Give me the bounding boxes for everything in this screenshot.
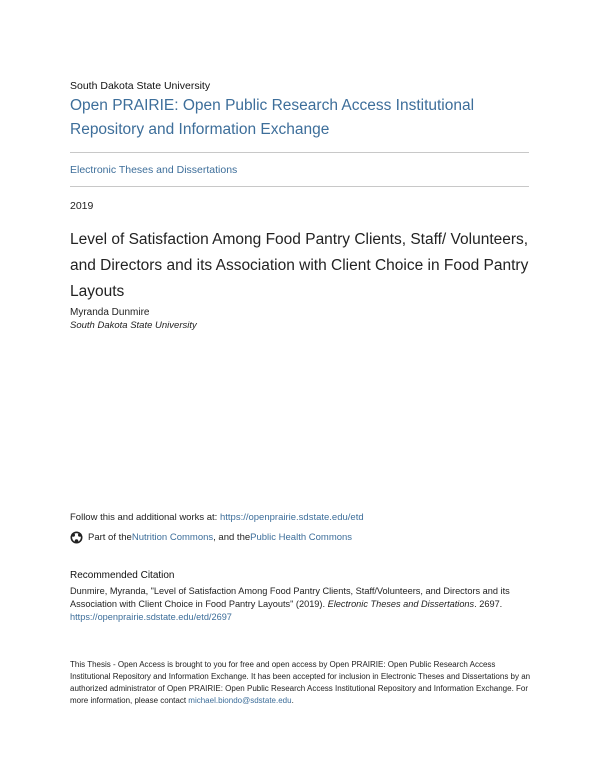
citation-number: . 2697. [474, 599, 503, 610]
institution-name: South Dakota State University [70, 80, 211, 92]
network-icon [70, 531, 83, 544]
citation-text: Dunmire, Myranda, "Level of Satisfaction Among Food Pantry Clients, Staff/Volunteers, and Directors and its Association with Client Choice in Food Pantry Layouts" (2019). [70, 586, 510, 610]
collection-url-link[interactable]: https://openprairie.sdstate.edu/etd [219, 512, 364, 523]
contact-email-link[interactable]: michael.biondo@sdstate.edu [188, 696, 292, 705]
public-health-commons-link[interactable]: Public Health Commons [250, 532, 353, 543]
citation-body [70, 585, 532, 625]
publication-year: 2019 [70, 200, 94, 212]
part-of-prefix: Part of the [88, 532, 132, 543]
author-affiliation: South Dakota State University [70, 320, 197, 331]
follow-prefix: Follow this and additional works at: [70, 512, 220, 523]
citation-heading: Recommended Citation [70, 570, 175, 581]
nutrition-commons-link[interactable]: Nutrition Commons [131, 532, 214, 543]
citation-journal: Electronic Theses and Dissertations [327, 599, 475, 610]
citation-url-link[interactable]: https://openprairie.sdstate.edu/etd/2697 [70, 612, 232, 623]
author-name: Myranda Dunmire [70, 307, 150, 318]
divider [70, 186, 529, 187]
series-link[interactable]: Electronic Theses and Dissertations [70, 164, 238, 176]
part-of-line [70, 531, 352, 544]
part-of-middle: , and the [213, 532, 251, 543]
repository-title-link[interactable]: Open PRAIRIE: Open Public Research Access Institutional Repository and Information Exchange [70, 97, 475, 138]
access-statement [70, 659, 532, 707]
document-title: Level of Satisfaction Among Food Pantry Clients, Staff/ Volunteers, and Directors and its Association with Client Choice in Food Pantry Layouts [70, 231, 529, 300]
follow-line [70, 512, 364, 523]
access-statement-end: . [291, 696, 294, 705]
access-statement-text: This Thesis - Open Access is brought to you for free and open access by Open PRAIRIE: Open Public Research Access Institutional Repository and Information Exchange. It has been accepted for inclusion in Electronic Theses and Dissertations by an authorized administrator of Open PRAIRIE: Open Public Research Access Institutional Repository and Information Exchange. For more information, please contact [70, 660, 531, 705]
divider [70, 152, 529, 153]
